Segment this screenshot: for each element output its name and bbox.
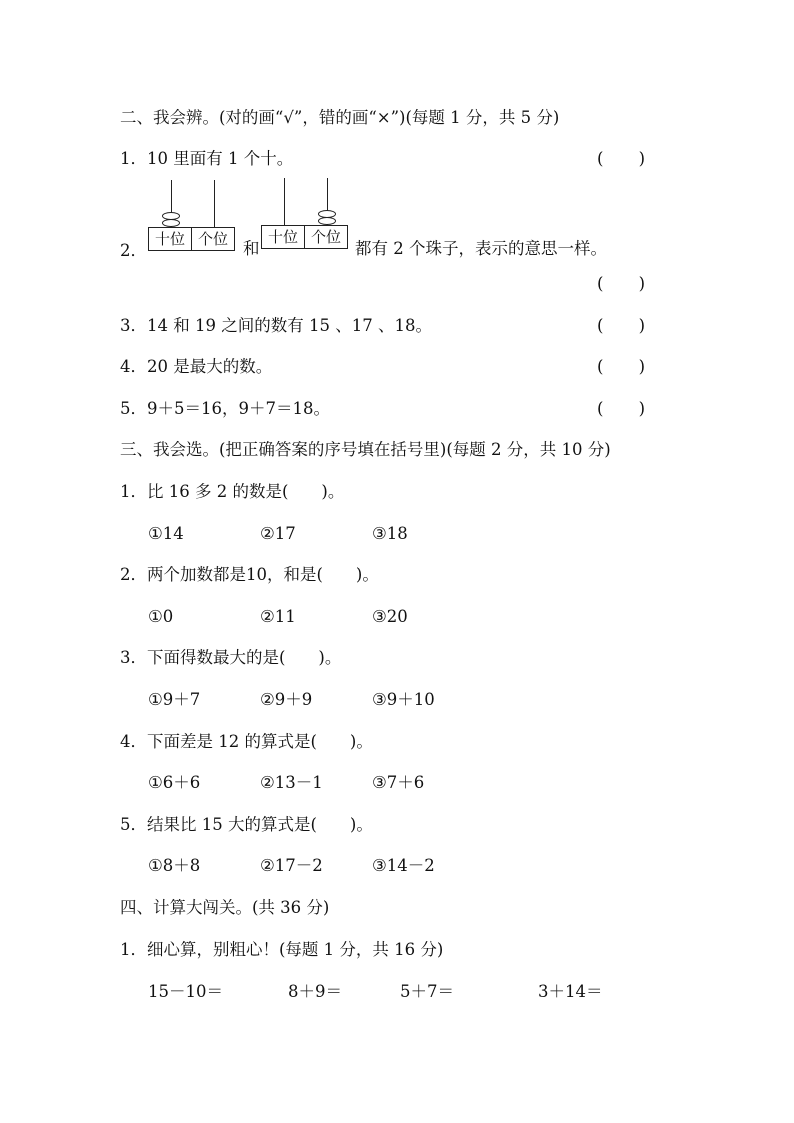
question-3-4: [120, 731, 373, 753]
question-2-2-number: 2．: [120, 241, 147, 260]
answer-parentheses-2-4[interactable]: ( ): [597, 357, 645, 376]
question-3-1: [120, 481, 344, 503]
question-number: 3．: [120, 316, 147, 335]
tens-rod: [284, 178, 285, 226]
question-text: 下面差是 12 的算式是( )。: [147, 732, 373, 751]
question-3-5: [120, 814, 373, 836]
question-text: 10 里面有 1 个十。: [147, 149, 294, 168]
option-b[interactable]: ②11: [260, 607, 296, 626]
option-a[interactable]: ①0: [148, 607, 174, 626]
question-number: 1．: [120, 940, 147, 959]
question-number: 1．: [120, 482, 147, 501]
option-b[interactable]: ②17: [260, 524, 296, 543]
question-number: 3．: [120, 648, 147, 667]
option-c[interactable]: ③9＋10: [372, 690, 435, 709]
option-a[interactable]: ①9＋7: [148, 690, 201, 709]
ones-bead: [318, 217, 336, 225]
answer-parentheses-2-1[interactable]: ( ): [597, 149, 645, 168]
calc-expression[interactable]: 15－10＝: [148, 982, 223, 1001]
section-2-title: 二、我会辨。(对的画“√”，错的画“×”)(每题 1 分，共 5 分): [120, 108, 560, 127]
question-2-4: [120, 356, 272, 378]
abacus-diagram-2: [261, 178, 351, 252]
option-b[interactable]: ②17－2: [260, 856, 323, 875]
question-2-2-text: 都有 2 个珠子，表示的意思一样。: [355, 239, 607, 258]
question-text: 结果比 15 大的算式是( )。: [147, 815, 373, 834]
question-text: 9＋5＝16，9＋7＝18。: [147, 399, 330, 418]
option-c[interactable]: ③18: [372, 524, 408, 543]
answer-parentheses-2-3[interactable]: ( ): [597, 316, 645, 335]
option-c[interactable]: ③14－2: [372, 856, 435, 875]
question-2-1: [120, 148, 293, 170]
question-2-3: [120, 315, 432, 337]
question-3-2: [120, 564, 379, 586]
section-3-title: 三、我会选。(把正确答案的序号填在括号里)(每题 2 分，共 10 分): [120, 440, 611, 459]
question-text: 两个加数都是10，和是( )。: [147, 565, 379, 584]
tens-label: 十位: [154, 230, 185, 248]
ones-label: 个位: [304, 226, 347, 248]
question-number: 4．: [120, 357, 147, 376]
question-number: 5．: [120, 815, 147, 834]
question-number: 1．: [120, 149, 147, 168]
question-number: 2．: [120, 565, 147, 584]
ones-label: 个位: [191, 228, 234, 250]
answer-parentheses-2-5[interactable]: ( ): [597, 399, 645, 418]
sub-question-4-1: [120, 939, 443, 961]
abacus-diagram-1: [148, 180, 238, 254]
question-text: 下面得数最大的是( )。: [147, 648, 342, 667]
ones-rod: [214, 180, 215, 228]
option-a[interactable]: ①6＋6: [148, 773, 201, 792]
option-a[interactable]: ①14: [148, 524, 184, 543]
question-text: 细心算，别粗心！(每题 1 分，共 16 分): [147, 940, 444, 959]
question-3-3: [120, 647, 341, 669]
question-text: 20 是最大的数。: [147, 357, 273, 376]
question-2-5: [120, 398, 330, 420]
calc-expression[interactable]: 3＋14＝: [538, 982, 603, 1001]
and-text: 和: [243, 239, 260, 258]
place-value-box: [148, 227, 235, 251]
option-b[interactable]: ②13－1: [260, 773, 323, 792]
question-text: 比 16 多 2 的数是( )。: [147, 482, 345, 501]
answer-parentheses-2-2[interactable]: ( ): [597, 274, 645, 293]
tens-bead: [162, 219, 180, 227]
section-4-title: 四、计算大闯关。(共 36 分): [120, 898, 330, 917]
question-number: 5．: [120, 399, 147, 418]
tens-label: 十位: [267, 228, 298, 246]
question-number: 4．: [120, 732, 147, 751]
calc-expression[interactable]: 8＋9＝: [288, 982, 342, 1001]
option-b[interactable]: ②9＋9: [260, 690, 313, 709]
question-text: 14 和 19 之间的数有 15 、17 、18。: [147, 316, 432, 335]
place-value-box: [261, 225, 348, 249]
option-a[interactable]: ①8＋8: [148, 856, 201, 875]
calc-expression[interactable]: 5＋7＝: [400, 982, 454, 1001]
option-c[interactable]: ③20: [372, 607, 408, 626]
option-c[interactable]: ③7＋6: [372, 773, 425, 792]
